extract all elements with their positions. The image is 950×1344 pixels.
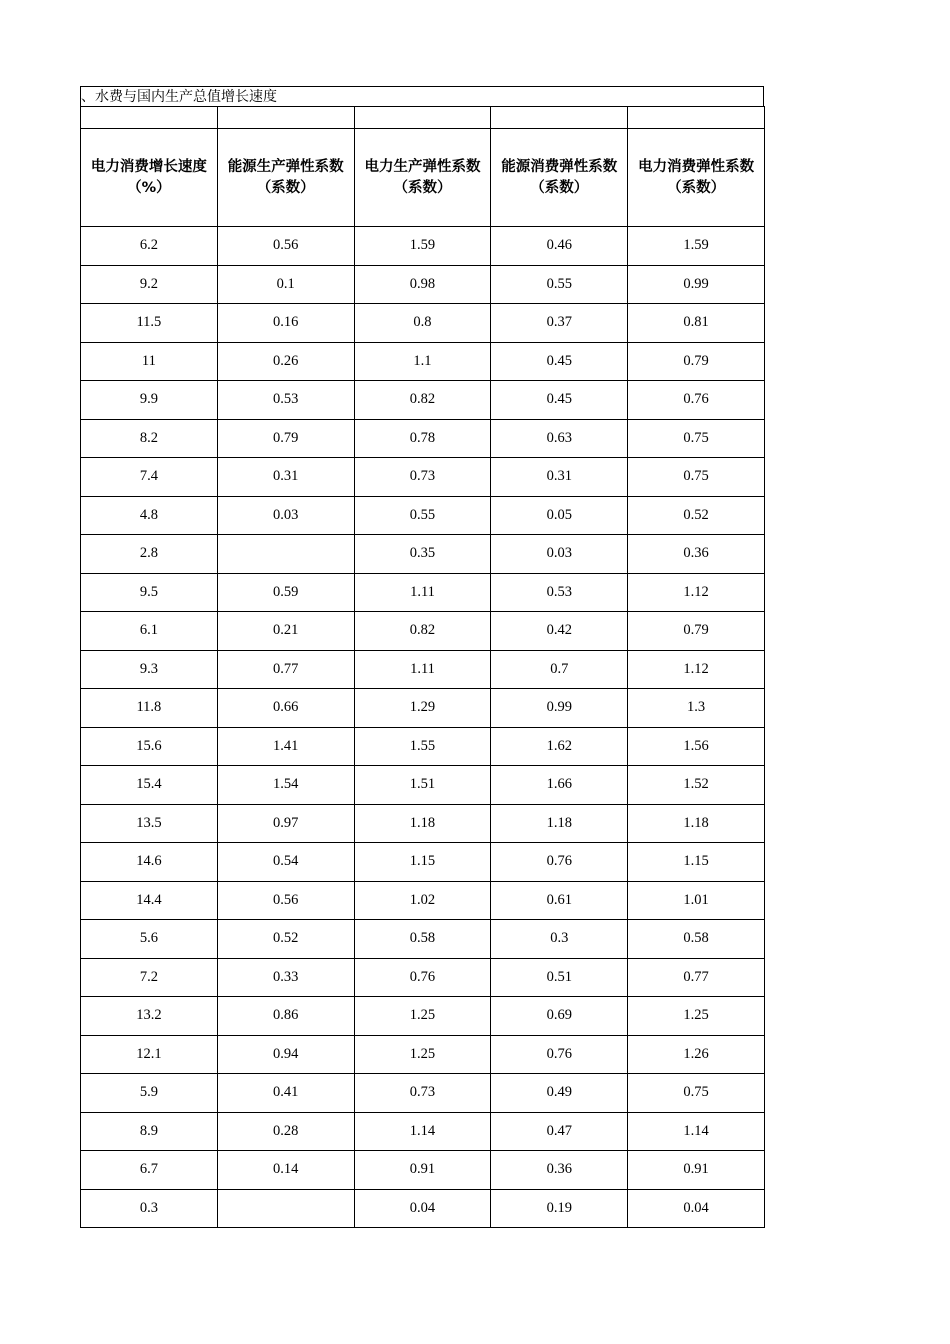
blank-cell[interactable] bbox=[491, 107, 628, 129]
table-cell[interactable]: 1.56 bbox=[628, 727, 765, 766]
table-cell[interactable]: 0.41 bbox=[217, 1074, 354, 1113]
table-row bbox=[81, 843, 765, 882]
table-row bbox=[81, 265, 765, 304]
column-header-line1: 电力消费增长速度 bbox=[90, 158, 207, 175]
spreadsheet bbox=[80, 86, 764, 1228]
table-cell[interactable]: 0.21 bbox=[217, 612, 354, 651]
table-cell[interactable]: 1.3 bbox=[628, 689, 765, 728]
table-cell[interactable]: 0.52 bbox=[217, 920, 354, 959]
table-cell[interactable]: 11.8 bbox=[81, 689, 218, 728]
table-cell[interactable]: 0.99 bbox=[491, 689, 628, 728]
column-header-line2: （%） bbox=[127, 179, 171, 196]
table-cell[interactable]: 0.97 bbox=[217, 804, 354, 843]
table-cell[interactable]: 0.53 bbox=[217, 381, 354, 420]
table-cell[interactable]: 1.18 bbox=[491, 804, 628, 843]
table-cell[interactable]: 0.66 bbox=[217, 689, 354, 728]
table-cell[interactable]: 0.79 bbox=[628, 612, 765, 651]
table-cell[interactable]: 0.76 bbox=[628, 381, 765, 420]
table-cell[interactable]: 0.73 bbox=[354, 1074, 491, 1113]
table-row bbox=[81, 650, 765, 689]
table-cell[interactable]: 8.2 bbox=[81, 419, 218, 458]
table-cell[interactable]: 1.59 bbox=[354, 227, 491, 266]
table-row bbox=[81, 997, 765, 1036]
table-row bbox=[81, 766, 765, 805]
table-cell[interactable]: 1.11 bbox=[354, 650, 491, 689]
table-cell[interactable]: 0.58 bbox=[628, 920, 765, 959]
table-cell[interactable]: 0.04 bbox=[354, 1189, 491, 1228]
table-cell[interactable]: 0.53 bbox=[491, 573, 628, 612]
table-cell[interactable]: 1.14 bbox=[628, 1112, 765, 1151]
table-cell[interactable] bbox=[217, 1189, 354, 1228]
blank-cell[interactable] bbox=[628, 107, 765, 129]
table-cell[interactable]: 0.37 bbox=[491, 304, 628, 343]
table-cell[interactable]: 1.26 bbox=[628, 1035, 765, 1074]
table-cell[interactable]: 7.4 bbox=[81, 458, 218, 497]
table-row bbox=[81, 304, 765, 343]
table-cell[interactable]: 12.1 bbox=[81, 1035, 218, 1074]
table-cell[interactable]: 1.54 bbox=[217, 766, 354, 805]
table-cell[interactable]: 1.1 bbox=[354, 342, 491, 381]
table-cell[interactable]: 1.12 bbox=[628, 573, 765, 612]
blank-cell[interactable] bbox=[217, 107, 354, 129]
table-cell[interactable]: 0.31 bbox=[217, 458, 354, 497]
table-cell[interactable]: 9.3 bbox=[81, 650, 218, 689]
table-cell[interactable]: 0.45 bbox=[491, 381, 628, 420]
table-cell[interactable]: 1.14 bbox=[354, 1112, 491, 1151]
table-cell[interactable]: 0.82 bbox=[354, 612, 491, 651]
table-cell[interactable]: 0.03 bbox=[217, 496, 354, 535]
table-cell[interactable]: 0.51 bbox=[491, 958, 628, 997]
table-cell[interactable]: 9.9 bbox=[81, 381, 218, 420]
table-cell[interactable]: 0.76 bbox=[354, 958, 491, 997]
table-cell[interactable]: 6.1 bbox=[81, 612, 218, 651]
table-cell[interactable]: 0.3 bbox=[491, 920, 628, 959]
table-cell[interactable]: 11.5 bbox=[81, 304, 218, 343]
table-cell[interactable]: 0.36 bbox=[491, 1151, 628, 1190]
table-row bbox=[81, 227, 765, 266]
data-table bbox=[80, 106, 765, 1228]
table-cell[interactable]: 0.55 bbox=[491, 265, 628, 304]
table-cell[interactable]: 15.4 bbox=[81, 766, 218, 805]
table-row bbox=[81, 1035, 765, 1074]
column-header-line1: 能源生产弹性系数 bbox=[227, 158, 344, 175]
table-cell[interactable]: 0.05 bbox=[491, 496, 628, 535]
table-cell[interactable]: 1.59 bbox=[628, 227, 765, 266]
table-cell[interactable]: 0.58 bbox=[354, 920, 491, 959]
table-cell[interactable]: 4.8 bbox=[81, 496, 218, 535]
blank-cell[interactable] bbox=[81, 107, 218, 129]
table-cell[interactable]: 0.75 bbox=[628, 1074, 765, 1113]
table-cell[interactable]: 0.91 bbox=[354, 1151, 491, 1190]
table-row bbox=[81, 881, 765, 920]
table-cell[interactable]: 0.86 bbox=[217, 997, 354, 1036]
table-cell[interactable]: 0.99 bbox=[628, 265, 765, 304]
table-row bbox=[81, 1074, 765, 1113]
table-cell[interactable]: 0.19 bbox=[491, 1189, 628, 1228]
table-cell[interactable]: 0.55 bbox=[354, 496, 491, 535]
table-cell[interactable] bbox=[217, 535, 354, 574]
table-cell[interactable]: 14.6 bbox=[81, 843, 218, 882]
table-cell[interactable]: 0.47 bbox=[491, 1112, 628, 1151]
table-cell[interactable]: 1.25 bbox=[354, 1035, 491, 1074]
table-row bbox=[81, 573, 765, 612]
table-cell[interactable]: 0.78 bbox=[354, 419, 491, 458]
table-cell[interactable]: 0.28 bbox=[217, 1112, 354, 1151]
table-cell[interactable]: 0.94 bbox=[217, 1035, 354, 1074]
table-cell[interactable]: 0.03 bbox=[491, 535, 628, 574]
table-cell[interactable]: 13.5 bbox=[81, 804, 218, 843]
table-cell[interactable]: 0.33 bbox=[217, 958, 354, 997]
table-cell[interactable]: 0.04 bbox=[628, 1189, 765, 1228]
table-cell[interactable]: 0.63 bbox=[491, 419, 628, 458]
table-cell[interactable]: 5.6 bbox=[81, 920, 218, 959]
table-cell[interactable]: 11 bbox=[81, 342, 218, 381]
table-cell[interactable]: 0.73 bbox=[354, 458, 491, 497]
table-cell[interactable]: 14.4 bbox=[81, 881, 218, 920]
table-cell[interactable]: 9.5 bbox=[81, 573, 218, 612]
header-row bbox=[81, 129, 765, 227]
table-cell[interactable]: 5.9 bbox=[81, 1074, 218, 1113]
column-header[interactable] bbox=[491, 129, 628, 227]
table-row bbox=[81, 1151, 765, 1190]
table-cell[interactable]: 6.7 bbox=[81, 1151, 218, 1190]
column-header-line2: （系数） bbox=[256, 179, 315, 196]
table-cell[interactable]: 13.2 bbox=[81, 997, 218, 1036]
column-header[interactable] bbox=[217, 129, 354, 227]
table-cell[interactable]: 0.98 bbox=[354, 265, 491, 304]
table-cell[interactable]: 0.59 bbox=[217, 573, 354, 612]
table-cell[interactable]: 0.52 bbox=[628, 496, 765, 535]
table-cell[interactable]: 1.66 bbox=[491, 766, 628, 805]
table-cell[interactable]: 15.6 bbox=[81, 727, 218, 766]
table-cell[interactable]: 7.2 bbox=[81, 958, 218, 997]
table-cell[interactable]: 1.15 bbox=[354, 843, 491, 882]
table-cell[interactable]: 0.79 bbox=[217, 419, 354, 458]
table-row bbox=[81, 419, 765, 458]
table-cell[interactable]: 0.26 bbox=[217, 342, 354, 381]
table-cell[interactable]: 0.14 bbox=[217, 1151, 354, 1190]
table-cell[interactable]: 8.9 bbox=[81, 1112, 218, 1151]
table-cell[interactable]: 1.18 bbox=[628, 804, 765, 843]
table-cell[interactable]: 0.91 bbox=[628, 1151, 765, 1190]
column-header[interactable] bbox=[354, 129, 491, 227]
blank-cell[interactable] bbox=[354, 107, 491, 129]
table-cell[interactable]: 0.31 bbox=[491, 458, 628, 497]
table-cell[interactable]: 1.15 bbox=[628, 843, 765, 882]
table-cell[interactable]: 1.52 bbox=[628, 766, 765, 805]
table-cell[interactable]: 1.51 bbox=[354, 766, 491, 805]
table-cell[interactable]: 0.46 bbox=[491, 227, 628, 266]
table-cell[interactable]: 2.8 bbox=[81, 535, 218, 574]
table-row bbox=[81, 920, 765, 959]
column-header[interactable] bbox=[628, 129, 765, 227]
table-cell[interactable]: 0.3 bbox=[81, 1189, 218, 1228]
table-cell[interactable]: 1.02 bbox=[354, 881, 491, 920]
table-cell[interactable]: 0.76 bbox=[491, 1035, 628, 1074]
table-row bbox=[81, 958, 765, 997]
table-row bbox=[81, 727, 765, 766]
table-cell[interactable]: 0.7 bbox=[491, 650, 628, 689]
column-header-line2: （系数） bbox=[393, 179, 452, 196]
table-cell[interactable]: 1.41 bbox=[217, 727, 354, 766]
table-cell[interactable]: 0.56 bbox=[217, 227, 354, 266]
table-cell[interactable]: 0.42 bbox=[491, 612, 628, 651]
table-cell[interactable]: 9.2 bbox=[81, 265, 218, 304]
column-header-line1: 能源消费弹性系数 bbox=[501, 158, 618, 175]
table-cell[interactable]: 1.25 bbox=[628, 997, 765, 1036]
table-cell[interactable]: 0.81 bbox=[628, 304, 765, 343]
table-cell[interactable]: 6.2 bbox=[81, 227, 218, 266]
table-row bbox=[81, 458, 765, 497]
table-row bbox=[81, 342, 765, 381]
table-cell[interactable]: 0.76 bbox=[491, 843, 628, 882]
column-header-line1: 电力生产弹性系数 bbox=[364, 158, 481, 175]
table-cell[interactable]: 0.75 bbox=[628, 458, 765, 497]
table-row bbox=[81, 535, 765, 574]
table-row bbox=[81, 612, 765, 651]
sheet-title: 、水费与国内生产总值增长速度 bbox=[80, 86, 764, 106]
table-row bbox=[81, 689, 765, 728]
table-cell[interactable]: 0.36 bbox=[628, 535, 765, 574]
table-cell[interactable]: 1.25 bbox=[354, 997, 491, 1036]
table-cell[interactable]: 1.18 bbox=[354, 804, 491, 843]
table-cell[interactable]: 0.49 bbox=[491, 1074, 628, 1113]
table-cell[interactable]: 0.35 bbox=[354, 535, 491, 574]
table-cell[interactable]: 1.12 bbox=[628, 650, 765, 689]
table-cell[interactable]: 1.11 bbox=[354, 573, 491, 612]
table-cell[interactable]: 0.54 bbox=[217, 843, 354, 882]
table-row bbox=[81, 496, 765, 535]
table-cell[interactable]: 0.8 bbox=[354, 304, 491, 343]
table-cell[interactable]: 0.45 bbox=[491, 342, 628, 381]
table-cell[interactable]: 0.61 bbox=[491, 881, 628, 920]
table-cell[interactable]: 0.77 bbox=[217, 650, 354, 689]
table-cell[interactable]: 0.69 bbox=[491, 997, 628, 1036]
table-cell[interactable]: 0.77 bbox=[628, 958, 765, 997]
table-row bbox=[81, 804, 765, 843]
table-row bbox=[81, 1112, 765, 1151]
column-header[interactable] bbox=[81, 129, 218, 227]
table-cell[interactable]: 1.55 bbox=[354, 727, 491, 766]
table-row bbox=[81, 381, 765, 420]
table-cell[interactable]: 0.16 bbox=[217, 304, 354, 343]
table-cell[interactable]: 0.75 bbox=[628, 419, 765, 458]
table-row bbox=[81, 1189, 765, 1228]
table-cell[interactable]: 1.62 bbox=[491, 727, 628, 766]
table-cell[interactable]: 1.01 bbox=[628, 881, 765, 920]
column-header-line2: （系数） bbox=[667, 179, 726, 196]
table-cell[interactable]: 0.79 bbox=[628, 342, 765, 381]
table-cell[interactable]: 0.56 bbox=[217, 881, 354, 920]
table-cell[interactable]: 1.29 bbox=[354, 689, 491, 728]
column-header-line1: 电力消费弹性系数 bbox=[638, 158, 755, 175]
table-cell[interactable]: 0.1 bbox=[217, 265, 354, 304]
column-header-line2: （系数） bbox=[530, 179, 589, 196]
table-cell[interactable]: 0.82 bbox=[354, 381, 491, 420]
blank-row bbox=[81, 107, 765, 129]
